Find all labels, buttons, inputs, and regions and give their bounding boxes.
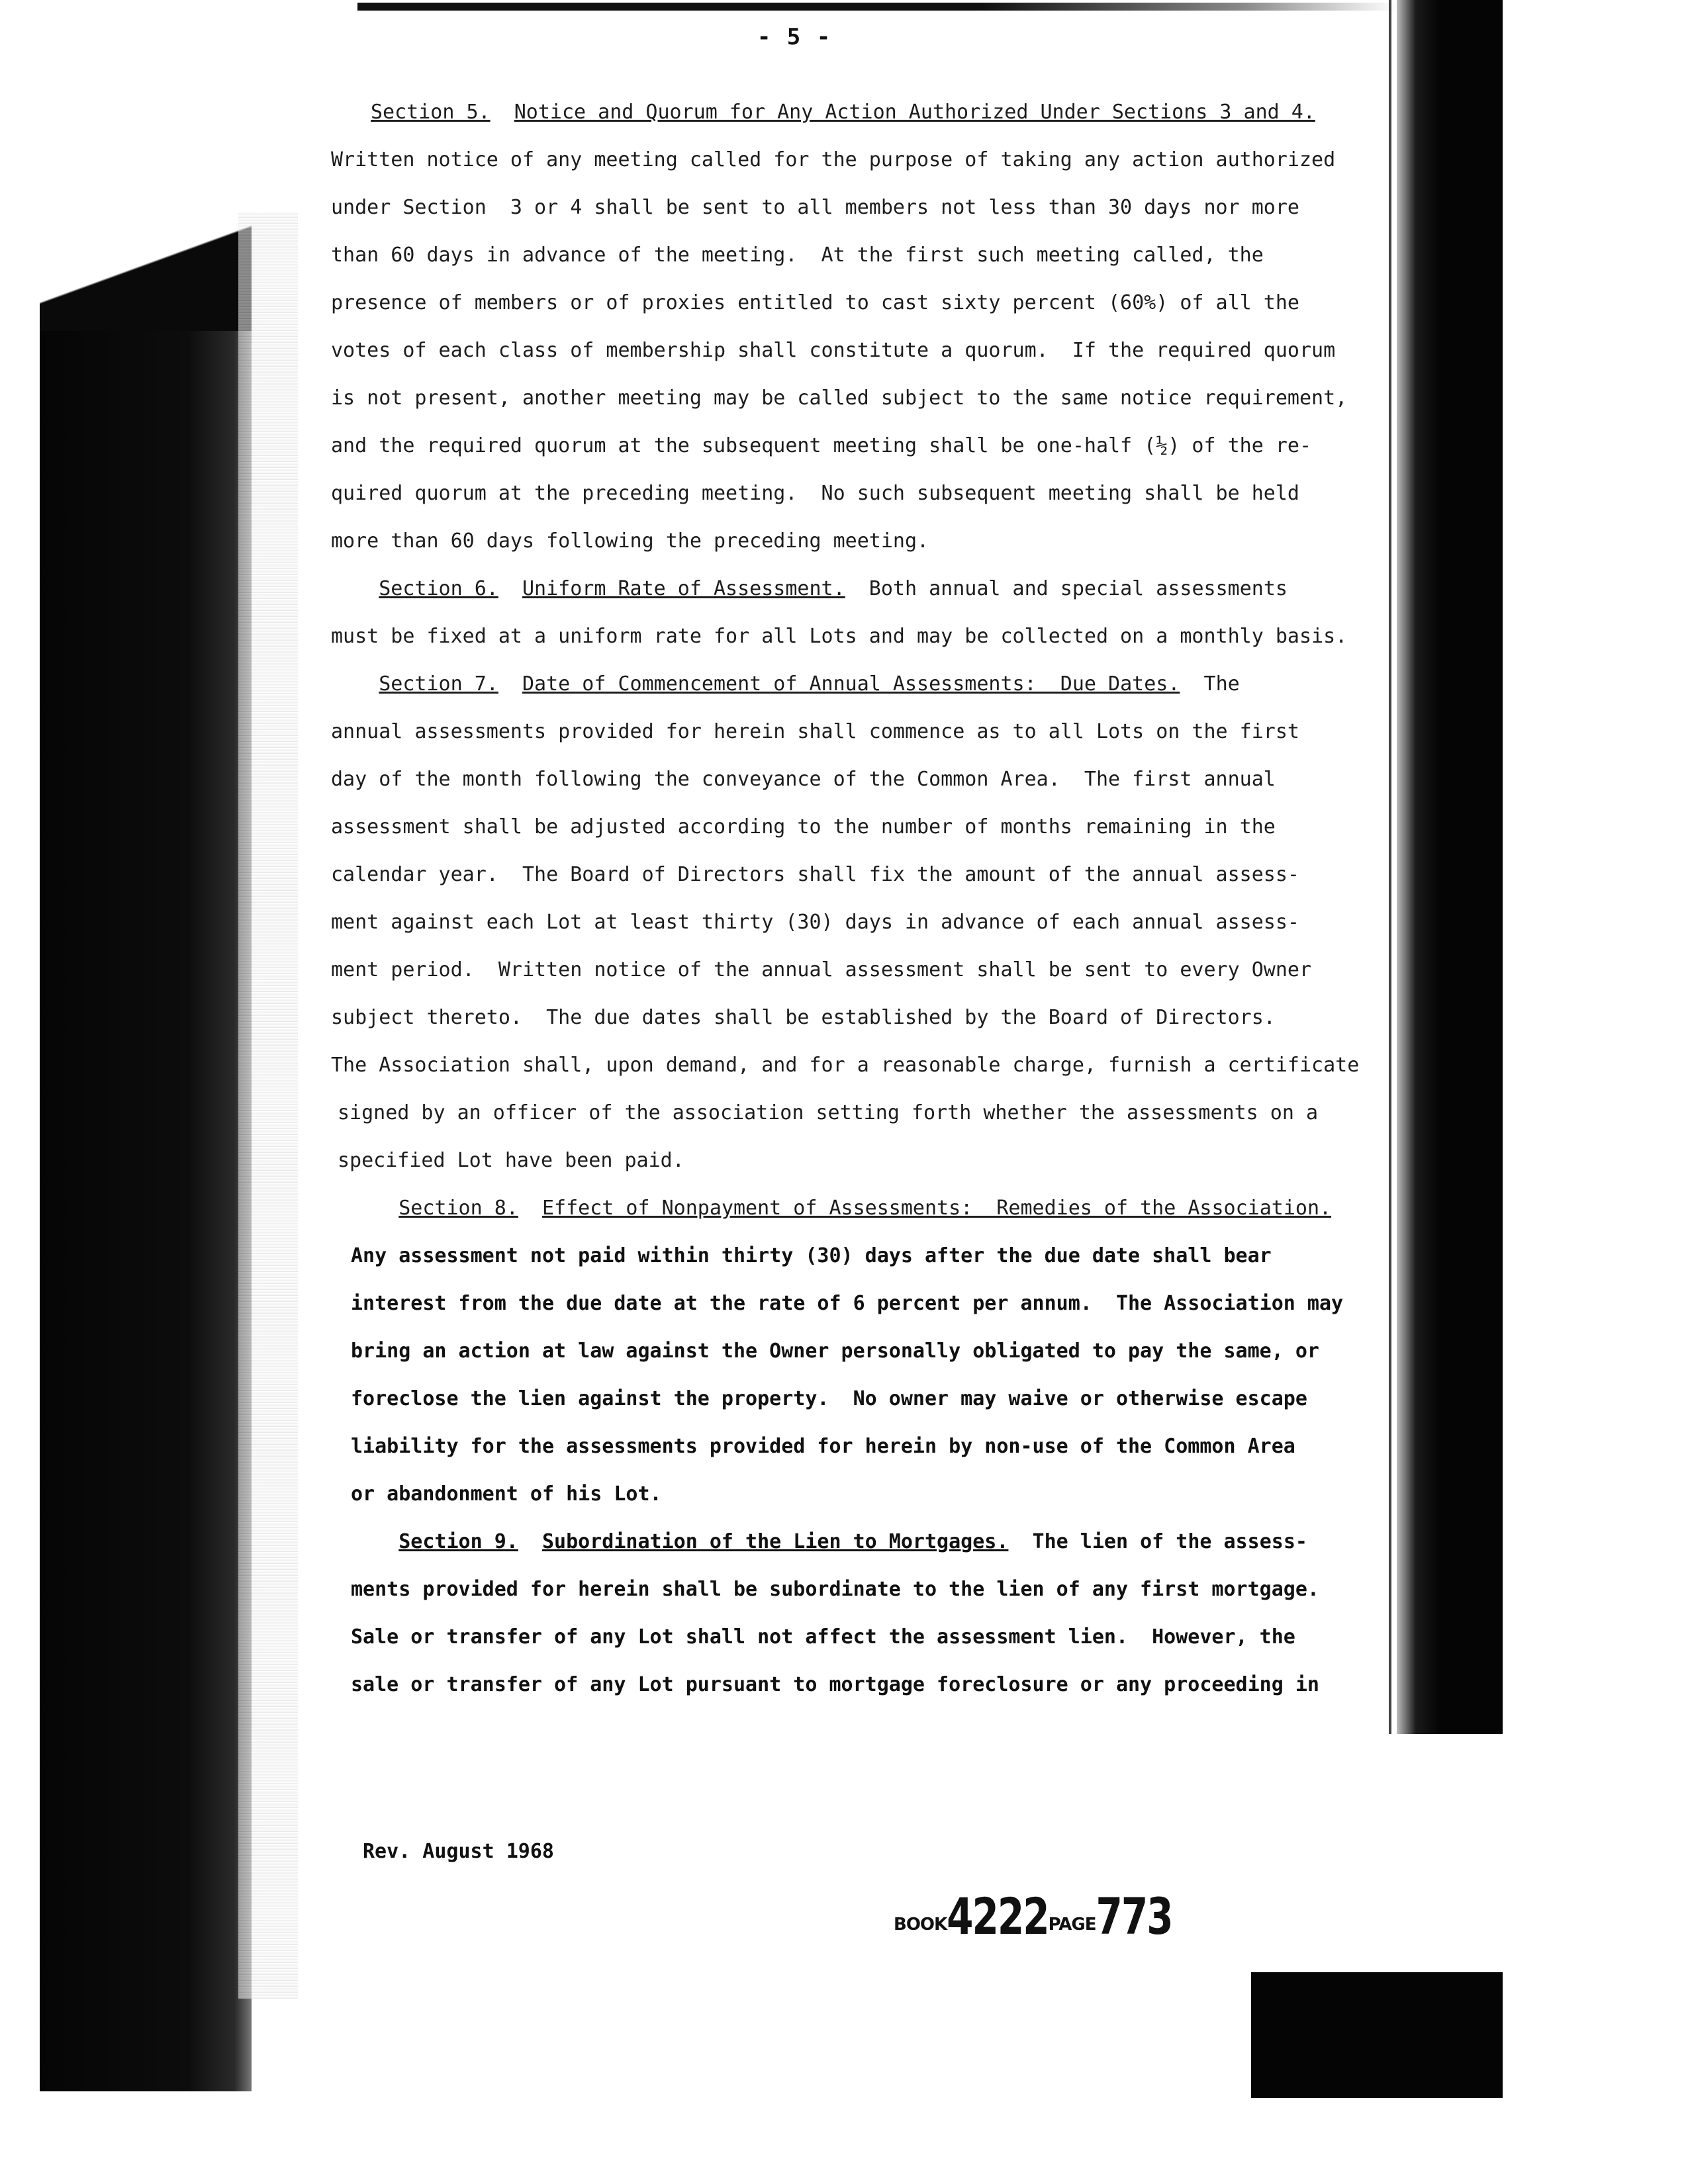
underlined-heading: Subordination of the Lien to Mortgages. bbox=[542, 1530, 1009, 1553]
text-segment: bring an action at law against the Owner personally obligated to pay the same, or bbox=[351, 1340, 1319, 1363]
underlined-heading: Date of Commencement of Annual Assessments: Due Dates. bbox=[522, 672, 1180, 696]
text-line bbox=[351, 1386, 1307, 1412]
text-segment: The Association shall, upon demand, and for a reasonable charge, furnish a certificate bbox=[331, 1054, 1360, 1077]
scan-bottom-right-shadow bbox=[1251, 1972, 1503, 2098]
text-line bbox=[338, 1148, 684, 1174]
text-line bbox=[331, 671, 1240, 698]
text-line bbox=[331, 719, 1299, 745]
text-segment: specified Lot have been paid. bbox=[338, 1149, 684, 1172]
text-line bbox=[331, 623, 1347, 650]
text-segment bbox=[518, 1197, 542, 1220]
underlined-heading: Section 5. bbox=[371, 101, 491, 124]
text-segment: Both annual and special assessments bbox=[845, 577, 1288, 600]
text-line bbox=[331, 385, 1347, 412]
text-segment: more than 60 days following the preceding meeting. bbox=[331, 529, 929, 553]
text-segment: The lien of the assess- bbox=[1008, 1530, 1307, 1553]
text-line bbox=[331, 1052, 1359, 1079]
text-segment bbox=[498, 672, 522, 696]
scan-top-edge bbox=[357, 3, 1397, 11]
book-page-stamp bbox=[894, 1887, 1172, 1946]
text-line bbox=[331, 338, 1335, 364]
revision-date: Rev. August 1968 bbox=[363, 1840, 554, 1863]
text-segment: Written notice of any meeting called for the purpose of taking any action authorized bbox=[331, 148, 1336, 171]
text-segment: subject thereto. The due dates shall be established by the Board of Directors. bbox=[331, 1006, 1276, 1029]
text-segment: quired quorum at the preceding meeting. No such subsequent meeting shall be held bbox=[331, 482, 1299, 505]
book-number: 4222 bbox=[947, 1887, 1049, 1946]
text-segment bbox=[491, 101, 514, 124]
text-line bbox=[351, 1195, 1331, 1222]
text-line bbox=[351, 1291, 1343, 1317]
text-segment: ment against each Lot at least thirty (30) days in advance of each annual assess- bbox=[331, 911, 1299, 934]
page-number: - 5 - bbox=[757, 24, 832, 50]
text-segment: assessment shall be adjusted according to the number of months remaining in the bbox=[331, 815, 1276, 839]
text-segment: votes of each class of membership shall constitute a quorum. If the required quorum bbox=[331, 339, 1336, 362]
text-line bbox=[331, 433, 1311, 459]
text-line bbox=[331, 576, 1288, 602]
text-line bbox=[331, 528, 929, 555]
scan-left-speckle bbox=[238, 212, 298, 1999]
text-line bbox=[331, 909, 1299, 936]
text-segment: ments provided for herein shall be subordinate to the lien of any first mortgage. bbox=[351, 1578, 1319, 1601]
scan-right-shadow bbox=[1397, 0, 1503, 1734]
text-line bbox=[338, 1100, 1318, 1126]
text-segment: interest from the due date at the rate of 6 percent per annum. The Association may bbox=[351, 1292, 1344, 1315]
text-line bbox=[351, 1576, 1319, 1603]
text-segment: ment period. Written notice of the annual assessment shall be sent to every Owner bbox=[331, 958, 1312, 981]
text-segment bbox=[331, 577, 379, 600]
text-segment: calendar year. The Board of Directors shall fix the amount of the annual assess- bbox=[331, 863, 1299, 886]
text-segment: than 60 days in advance of the meeting. At the first such meeting called, the bbox=[331, 244, 1264, 267]
text-line bbox=[331, 862, 1299, 888]
underlined-heading: Section 6. bbox=[379, 577, 498, 600]
page-label: PAGE bbox=[1048, 1915, 1096, 1934]
book-label: BOOK bbox=[894, 1915, 947, 1934]
underlined-heading: Section 7. bbox=[379, 672, 498, 696]
text-line bbox=[331, 290, 1299, 316]
text-segment: is not present, another meeting may be called subject to the same notice requirement, bbox=[331, 387, 1348, 410]
scan-left-shadow bbox=[40, 331, 252, 2091]
text-segment bbox=[351, 1197, 399, 1220]
text-segment: and the required quorum at the subsequent meeting shall be one-half (½) of the re- bbox=[331, 434, 1312, 457]
underlined-heading: Effect of Nonpayment of Assessments: Remedies of the Association. bbox=[542, 1197, 1332, 1220]
text-segment: signed by an officer of the association setting forth whether the assessments on a bbox=[338, 1101, 1319, 1124]
text-segment: day of the month following the conveyance of the Common Area. The first annual bbox=[331, 768, 1276, 791]
text-segment: or abandonment of his Lot. bbox=[351, 1482, 662, 1506]
text-line bbox=[331, 957, 1311, 983]
text-line bbox=[351, 1624, 1295, 1651]
stamp-page-number: 773 bbox=[1096, 1887, 1172, 1946]
text-line bbox=[351, 1672, 1319, 1698]
text-line bbox=[331, 1005, 1276, 1031]
text-segment: under Section 3 or 4 shall be sent to all members not less than 30 days nor more bbox=[331, 196, 1299, 219]
text-segment: sale or transfer of any Lot pursuant to mortgage foreclosure or any proceeding in bbox=[351, 1673, 1319, 1696]
underlined-heading: Section 9. bbox=[399, 1530, 518, 1553]
text-segment: foreclose the lien against the property. No owner may waive or otherwise escape bbox=[351, 1387, 1307, 1410]
text-segment: must be fixed at a uniform rate for all Lots and may be collected on a monthly basis. bbox=[331, 625, 1348, 648]
text-segment: Any assessment not paid within thirty (30) days after the due date shall bear bbox=[351, 1244, 1272, 1267]
text-line bbox=[331, 147, 1335, 173]
text-segment bbox=[498, 577, 522, 600]
underlined-heading: Uniform Rate of Assessment. bbox=[522, 577, 845, 600]
scan-right-edge-line bbox=[1389, 0, 1391, 1734]
text-line bbox=[331, 766, 1276, 793]
underlined-heading: Section 8. bbox=[399, 1197, 518, 1220]
text-line bbox=[331, 480, 1299, 507]
text-line bbox=[351, 1338, 1319, 1365]
text-segment bbox=[351, 1530, 399, 1553]
text-segment: Sale or transfer of any Lot shall not affect the assessment lien. However, the bbox=[351, 1625, 1295, 1649]
text-segment: presence of members or of proxies entitled to cast sixty percent (60%) of all the bbox=[331, 291, 1299, 314]
text-line bbox=[351, 1433, 1295, 1460]
text-line bbox=[351, 1529, 1307, 1555]
text-segment: The bbox=[1180, 672, 1240, 696]
text-line bbox=[371, 99, 1315, 126]
text-line bbox=[331, 242, 1264, 269]
text-line bbox=[331, 195, 1299, 221]
text-line bbox=[331, 814, 1276, 841]
text-line bbox=[351, 1481, 662, 1508]
underlined-heading: Notice and Quorum for Any Action Authorized Under Sections 3 and 4. bbox=[514, 101, 1315, 124]
text-line bbox=[351, 1243, 1272, 1269]
text-segment bbox=[518, 1530, 542, 1553]
text-segment bbox=[331, 672, 379, 696]
text-segment: liability for the assessments provided for herein by non-use of the Common Area bbox=[351, 1435, 1295, 1458]
text-segment: annual assessments provided for herein shall commence as to all Lots on the first bbox=[331, 720, 1299, 743]
